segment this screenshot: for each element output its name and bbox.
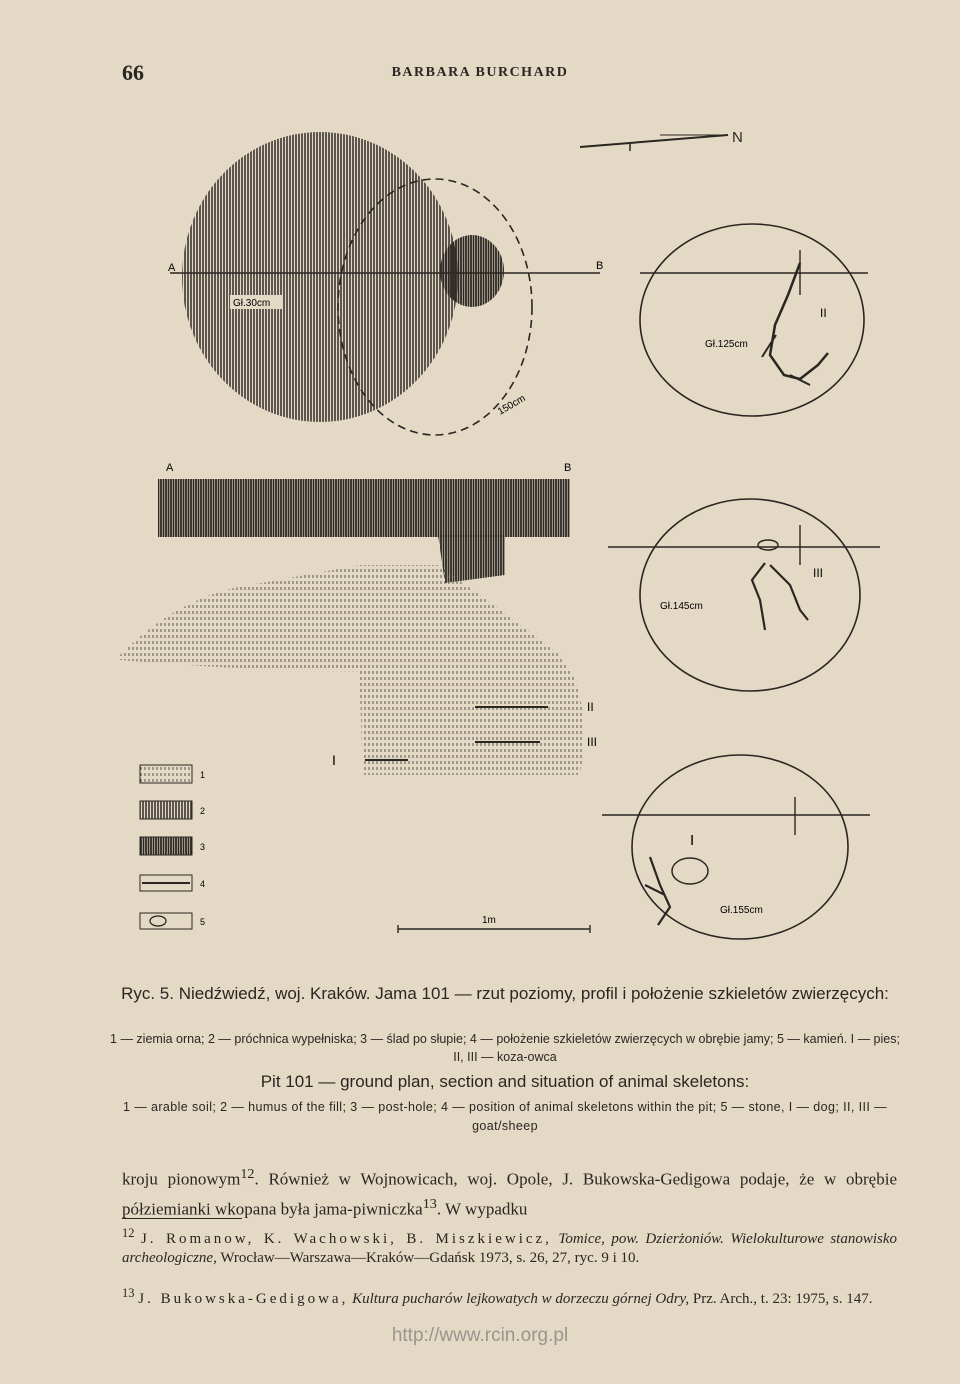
legend-number-5: 5 <box>200 917 206 927</box>
circle-iii-depth: Gł.145cm <box>660 601 703 612</box>
circle-ii-depth: Gł.125cm <box>705 339 748 350</box>
section-profile <box>120 462 597 775</box>
legend-number-3: 3 <box>200 842 206 852</box>
circle-ii-label: II <box>820 306 827 320</box>
section-point-a: A <box>166 462 174 474</box>
page-number: 66 <box>122 60 144 85</box>
figure-legend <box>140 765 205 929</box>
footnote-ref-13: 13 <box>422 1195 437 1212</box>
section-label-2: II <box>587 700 594 714</box>
legend-number-4: 4 <box>200 879 206 889</box>
plan-point-b: B <box>596 260 604 272</box>
skeleton-circle-ii <box>640 224 868 416</box>
ground-plan <box>168 132 603 435</box>
caption-polish-legend: 1 — ziemia orna; 2 — próchnica wypełniska; 3 — ślad po słupie; 4 — położenie szkieletów zwierzęcych w obrębie jamy; 5 — kamień. I — pies; II, III — koza-owca <box>110 1032 900 1064</box>
skeleton-circle-i <box>602 755 870 939</box>
footnote-rule <box>122 1218 242 1219</box>
circle-i-label: I <box>690 832 695 849</box>
caption-english-title: Pit 101 — ground plan, section and situation of animal skeletons: <box>260 1072 750 1091</box>
section-label-3: III <box>587 735 598 749</box>
legend-number-2: 2 <box>200 806 206 816</box>
watermark-url: http://www.rcin.org.pl <box>391 1325 569 1346</box>
caption-english-legend: 1 — arable soil; 2 — humus of the fill; 3 — post-hole; 4 — position of animal skeletons within the pit; 5 — stone, I — dog; II, III — goat/sheep <box>123 1100 887 1133</box>
circle-iii-label: III <box>813 566 824 580</box>
section-point-b: B <box>564 462 572 474</box>
figure-pit-101 <box>100 95 900 975</box>
plan-point-a: A <box>168 262 176 274</box>
skeleton-circle-iii <box>608 499 880 691</box>
footnote-12: $^{12}$ J. Romanow, K. Wachowski, B. Miszkiewicz, Tomice, pow. Dzierżoniów. Wielokulturowe stanowisko archeologiczne, Wrocław—Warszawa—Kraków—Gdańsk 1973, s. 26, 27, ryc. 9 i 10. <box>122 1226 898 1266</box>
body-paragraph: kroju pionowym$^{12}$. Również w Wojnowicach, woj. Opole, J. Bukowska-Gedigowa podaje, że w obrębie półziemianki wkopana była jama-piwniczka$^{13}$. W wypadku <box>122 1166 898 1219</box>
scale-label: 1m <box>482 915 496 926</box>
plan-depth-label: Gł.30cm <box>233 298 271 309</box>
running-head: BARBARA BURCHARD <box>391 65 569 80</box>
section-label-1: I <box>332 752 336 768</box>
footnote-13: $^{13}$ J. Bukowska-Gedigowa, Kultura pucharów lejkowatych w dorzeczu górnej Odry, Prz. Arch., t. 23: 1975, s. 147. <box>122 1286 873 1307</box>
circle-i-depth: Gł.155cm <box>720 905 763 916</box>
legend-number-1: 1 <box>200 770 206 780</box>
plan-radius-label: 150cm <box>496 393 528 418</box>
footnote-ref-12: 12 <box>240 1166 255 1182</box>
scale-bar <box>398 915 590 933</box>
north-label: N <box>732 129 743 146</box>
caption-polish-title: Ryc. 5. Niedźwiedź, woj. Kraków. Jama 101 — rzut poziomy, profil i położenie szkieletów zwierzęcych: <box>121 984 889 1003</box>
north-arrow <box>580 129 743 151</box>
